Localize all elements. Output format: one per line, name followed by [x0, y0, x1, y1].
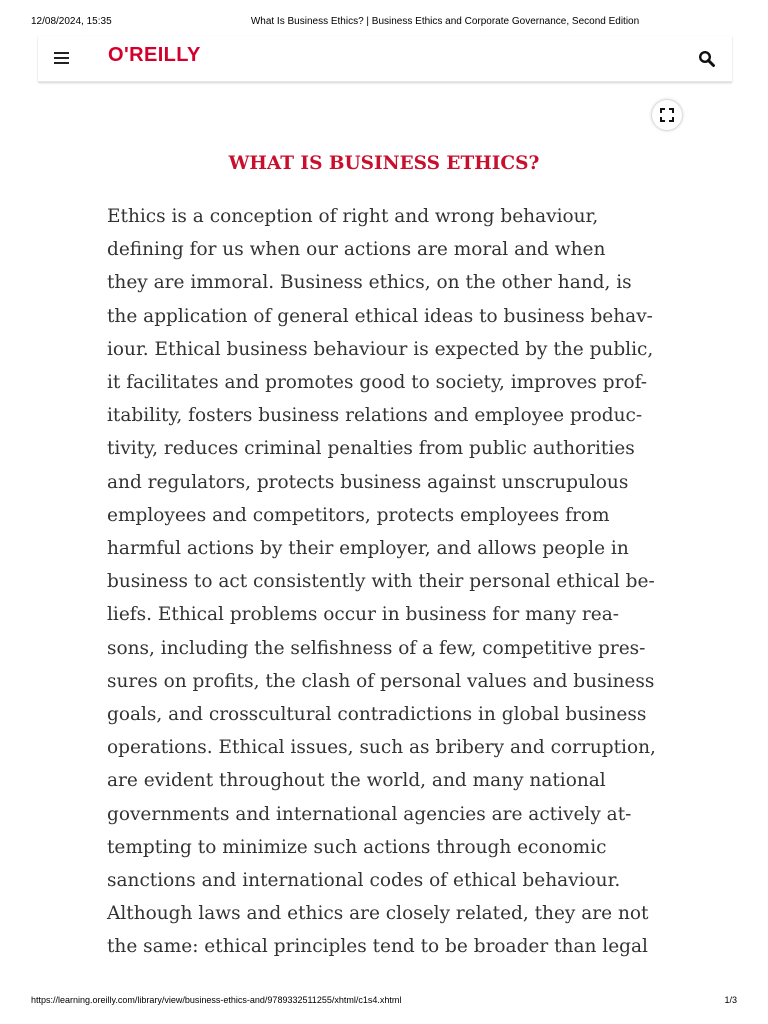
article-body	[107, 200, 667, 964]
body-text-line: the application of general ethical ideas to business behav-	[107, 305, 653, 327]
fullscreen-expand-button[interactable]	[652, 100, 682, 130]
body-text-line: they are immoral. Business ethics, on the other hand, is	[107, 272, 632, 294]
body-text-line: sanctions and international codes of ethical behaviour.	[107, 870, 621, 892]
body-text-line: iour. Ethical business behaviour is expected by the public,	[107, 338, 654, 360]
body-text-line: tempting to minimize such actions through economic	[107, 836, 607, 858]
body-text-line: liefs. Ethical problems occur in business for many rea-	[107, 604, 620, 626]
body-text-line: are evident throughout the world, and many national	[107, 770, 606, 792]
body-text-line: sons, including the selfishness of a few, competitive pres-	[107, 637, 646, 659]
body-text-line: goals, and crosscultural contradictions in global business	[107, 704, 647, 726]
body-text-line: defining for us when our actions are moral and when	[107, 239, 606, 261]
body-text-line: operations. Ethical issues, such as bribery and corruption,	[107, 737, 656, 759]
body-text-line: governments and international agencies are actively at-	[107, 803, 632, 825]
print-date: 12/08/2024, 15:35	[31, 16, 112, 27]
print-page-number: 1/3	[724, 995, 737, 1005]
body-text-line: harmful actions by their employer, and allows people in	[107, 538, 629, 560]
body-text-line: Although laws and ethics are closely related, they are not	[107, 903, 649, 925]
print-header	[0, 16, 768, 30]
body-text-line: sures on profits, the clash of personal values and business	[107, 670, 655, 692]
section-heading: WHAT IS BUSINESS ETHICS?	[228, 153, 540, 174]
body-text-line: the same: ethical principles tend to be broader than legal	[107, 936, 648, 958]
body-text-line: it facilitates and promotes good to society, improves prof-	[107, 372, 648, 394]
body-text-line: tivity, reduces criminal penalties from public authorities	[107, 438, 635, 460]
fullscreen-expand-icon	[660, 108, 674, 122]
hamburger-menu-icon[interactable]	[54, 51, 70, 65]
oreilly-logo[interactable]: O'REILLY	[108, 44, 201, 66]
top-navigation-bar	[38, 36, 732, 82]
body-text-line: employees and competitors, protects employees from	[107, 504, 610, 526]
body-text-line: itability, fosters business relations and employee produc-	[107, 405, 643, 427]
print-page-title: What Is Business Ethics? | Business Ethics and Corporate Governance, Second Edition	[250, 16, 640, 27]
body-text-line: business to act consistently with their personal ethical be-	[107, 571, 655, 593]
body-text-line: Ethics is a conception of right and wrong behaviour,	[107, 206, 599, 227]
print-url[interactable]: https://learning.oreilly.com/library/view/business-ethics-and/9789332511255/xhtml/c1s4.xhtml	[31, 995, 402, 1005]
body-text-line: and regulators, protects business against unscrupulous	[107, 471, 629, 493]
search-icon[interactable]	[698, 50, 716, 68]
